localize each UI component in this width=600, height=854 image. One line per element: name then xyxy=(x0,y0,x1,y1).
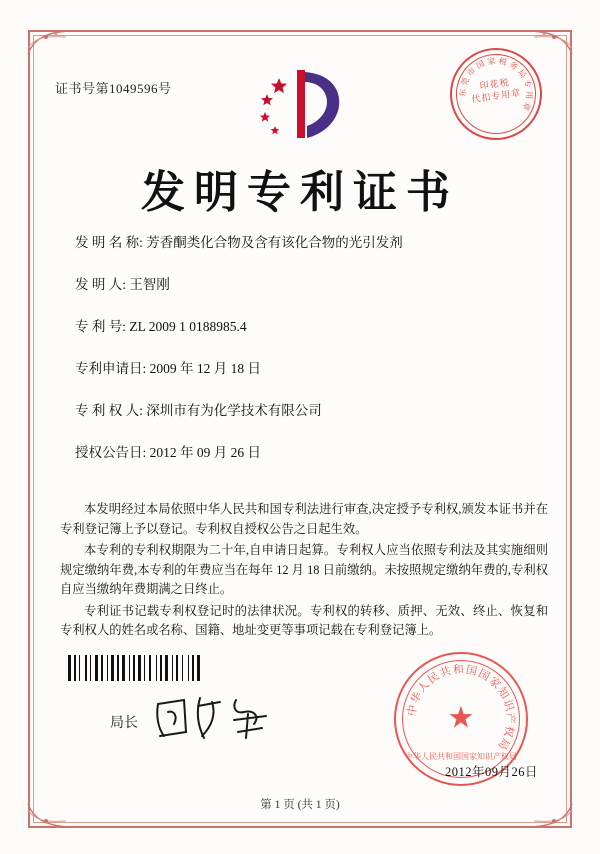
seal-arc-char: 国 xyxy=(464,664,479,679)
seal-arc-char: 家 xyxy=(486,675,503,692)
barcode-bar xyxy=(90,655,91,681)
field-inventor xyxy=(75,277,540,292)
field-value: 2012 年 09 月 26 日 xyxy=(149,445,262,460)
seal-arc-char: 东 xyxy=(458,88,468,98)
seal-arc-char: 用 xyxy=(524,90,534,100)
body-paragraph-2: 本专利的专利权期限为二十年,自申请日起算。专利权人应当依照专利法及其实施细则规定缴纳年费,本专利的年费应当在每年 12 月 18 日前缴纳。未按照规定缴纳年费的,专利权自应当缴纳年费期满之日终止。 xyxy=(60,543,548,596)
field-label: 发 明 名 称: xyxy=(75,235,143,250)
barcode xyxy=(68,655,233,681)
field-label: 授权公告日: xyxy=(75,445,147,460)
seal-arc-char: 莞 xyxy=(459,76,472,88)
barcode-bar xyxy=(107,655,108,681)
tax-stamp-line1: 印花税 xyxy=(479,77,511,92)
body-paragraph-1: 本发明经过本局依照中华人民共和国专利法进行审查,决定授予专利权,颁发本证书并在专利登记簿上予以登记。专利权自授权公告之日起生效。 xyxy=(60,502,548,536)
issue-date: 2012年09月26日 xyxy=(444,765,538,779)
national-seal-bottom-text: 中华人民共和国国家知识产权局 xyxy=(405,752,517,761)
certificate-body-text xyxy=(60,500,548,643)
barcode-bar xyxy=(129,655,130,681)
barcode-bar xyxy=(188,655,189,681)
seal-arc-char: 知 xyxy=(494,685,511,702)
barcode-bar xyxy=(197,655,200,681)
barcode-bar xyxy=(172,655,173,681)
field-value: 芳香酮类化合物及含有该化合物的光引发剂 xyxy=(146,235,403,250)
certificate-number: 证书号第1049596号 xyxy=(55,81,172,96)
seal-arc-char: 税 xyxy=(498,56,508,67)
seal-arc-char: 国 xyxy=(476,667,492,684)
barcode-bar xyxy=(138,655,141,681)
director-signature xyxy=(150,690,280,750)
seal-arc-char: 识 xyxy=(500,698,516,713)
barcode-bar xyxy=(144,655,145,681)
seal-arc-char: 和 xyxy=(452,663,465,677)
barcode-bar xyxy=(111,655,114,681)
barcode-bar xyxy=(192,655,194,681)
seal-arc-char: 局 xyxy=(495,735,512,752)
seal-arc-char: 权 xyxy=(501,724,516,739)
seal-arc-char: 共 xyxy=(438,665,453,680)
field-value: ZL 2009 1 0188985.4 xyxy=(129,319,247,334)
director-label: 局长 xyxy=(110,716,138,731)
seal-arc-char: 华 xyxy=(408,690,425,706)
seal-arc-char: 专 xyxy=(521,78,533,89)
field-label: 专 利 权 人: xyxy=(75,403,143,418)
barcode-bar xyxy=(156,655,157,681)
barcode-bar xyxy=(176,655,178,681)
barcode-bar xyxy=(79,655,80,681)
barcode-bar xyxy=(149,655,151,681)
barcode-bar xyxy=(165,655,168,681)
field-value: 2009 年 12 月 18 日 xyxy=(149,361,262,376)
seal-arc-char: 家 xyxy=(486,56,496,67)
field-value: 王智刚 xyxy=(129,277,170,292)
field-label: 专 利 号: xyxy=(75,319,127,334)
seal-arc-char: 产 xyxy=(503,712,517,724)
barcode-bar xyxy=(85,655,87,681)
seal-arc-char: 中 xyxy=(405,704,420,717)
field-patent-number xyxy=(75,319,540,334)
field-application-date xyxy=(75,361,540,376)
seal-arc-char: 章 xyxy=(520,100,533,112)
tax-stamp-line2: 代扣专用章 xyxy=(470,87,522,105)
field-label: 发 明 人: xyxy=(75,277,127,292)
field-grant-announcement-date xyxy=(75,445,540,460)
seal-arc-char: 人 xyxy=(415,678,433,696)
barcode-bar xyxy=(117,655,119,681)
barcode-bar xyxy=(182,655,183,681)
barcode-bar xyxy=(68,655,71,681)
certificate-fields xyxy=(75,235,540,487)
field-value: 深圳市有为化学技术有限公司 xyxy=(146,403,322,418)
barcode-bar xyxy=(74,655,76,681)
page-title: 发明专利证书 xyxy=(141,168,459,217)
seal-arc-char: 民 xyxy=(425,670,442,687)
sipo-logo-icon xyxy=(245,60,355,145)
field-patentee xyxy=(75,403,540,418)
barcode-bar xyxy=(160,655,162,681)
body-paragraph-3: 专利证书记载专利权登记时的法律状况。专利权的转移、质押、无效、终止、恢复和专利权人的姓名或名称、国籍、地址变更等事项记载在专利登记簿上。 xyxy=(60,603,548,637)
barcode-bar xyxy=(122,655,125,681)
barcode-bar xyxy=(133,655,135,681)
seal-arc-char: 务 xyxy=(507,60,520,72)
barcode-bar xyxy=(101,655,103,681)
field-label: 专利申请日: xyxy=(75,361,147,376)
field-invention-name xyxy=(75,235,540,250)
seal-arc-char: 局 xyxy=(515,67,529,80)
page-footer: 第 1 页 (共 1 页) xyxy=(260,799,340,811)
barcode-bar xyxy=(95,655,98,681)
seal-star-icon: ★ xyxy=(447,701,475,735)
seal-arc-char: 国 xyxy=(474,59,487,71)
seal-arc-char: 市 xyxy=(465,65,478,78)
